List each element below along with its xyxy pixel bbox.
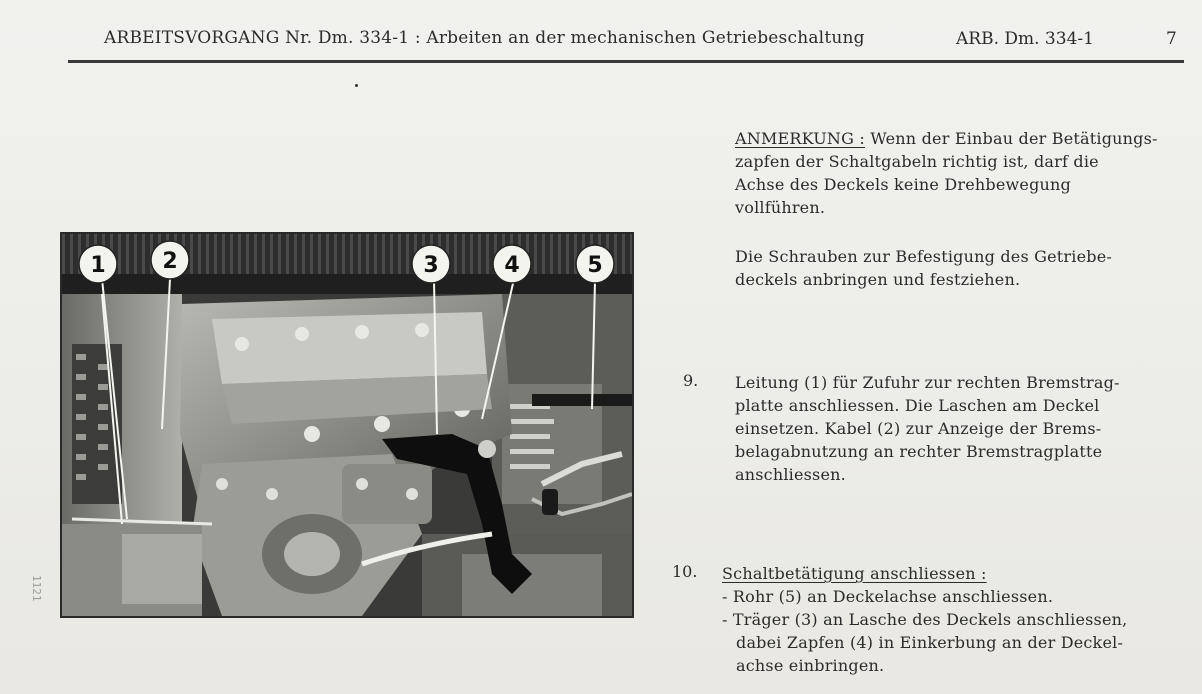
print-speck [355, 84, 358, 87]
page-number: 7 [1166, 29, 1177, 49]
callout-2: 2 [162, 249, 178, 274]
note-line-3: Achse des Deckels keine Drehbewegung [735, 175, 1071, 194]
note-line-4: vollführen. [735, 198, 826, 217]
step-10-item-4: achse einbringen. [736, 656, 885, 675]
step-10-number: 10. [672, 562, 698, 581]
step-10-item-2: - Träger (3) an Lasche des Deckels anschliessen, [722, 610, 1128, 629]
note-line-2: zapfen der Schaltgabeln richtig ist, darf die [735, 152, 1099, 171]
step-9-number: 9. [683, 371, 699, 390]
screws-line-1: Die Schrauben zur Befestigung des Getriebe- [735, 247, 1112, 266]
gearbox-photo [60, 232, 634, 618]
header-code: ARB. Dm. 334-1 [956, 29, 1094, 49]
callout-5: 5 [587, 253, 603, 278]
callout-4: 4 [504, 253, 520, 278]
step-9-line-3: einsetzen. Kabel (2) zur Anzeige der Brems- [735, 419, 1102, 438]
gearbox-photo-illustration [62, 234, 632, 616]
step-9-line-1: Leitung (1) für Zufuhr zur rechten Bremstrag- [735, 373, 1120, 392]
callout-3: 3 [423, 253, 439, 278]
step-10-heading: Schaltbetätigung anschliessen : [722, 564, 987, 583]
page-header [98, 20, 1188, 60]
step-9-line-2: platte anschliessen. Die Laschen am Deckel [735, 396, 1100, 415]
margin-reference: 1121 [30, 575, 43, 602]
header-title: ARBEITSVORGANG Nr. Dm. 334-1 : Arbeiten an der mechanischen Getriebeschaltung [104, 28, 865, 48]
step-9-line-4: belagabnutzung an rechter Bremstragplatte [735, 442, 1103, 461]
note-line-1: Wenn der Einbau der Betätigungs- [865, 129, 1158, 148]
step-10-item-1: - Rohr (5) an Deckelachse anschliessen. [722, 587, 1054, 606]
step-9-text [735, 371, 1120, 486]
step-10-text [722, 562, 1127, 677]
screws-line-2: deckels anbringen und festziehen. [735, 270, 1021, 289]
note-block [735, 127, 1158, 219]
step-9-line-5: anschliessen. [735, 465, 846, 484]
screws-paragraph [735, 245, 1112, 291]
header-divider [68, 60, 1184, 63]
note-label: ANMERKUNG : [735, 129, 865, 148]
callout-1: 1 [90, 253, 106, 278]
step-10-item-3: dabei Zapfen (4) in Einkerbung an der Deckel- [736, 633, 1124, 652]
